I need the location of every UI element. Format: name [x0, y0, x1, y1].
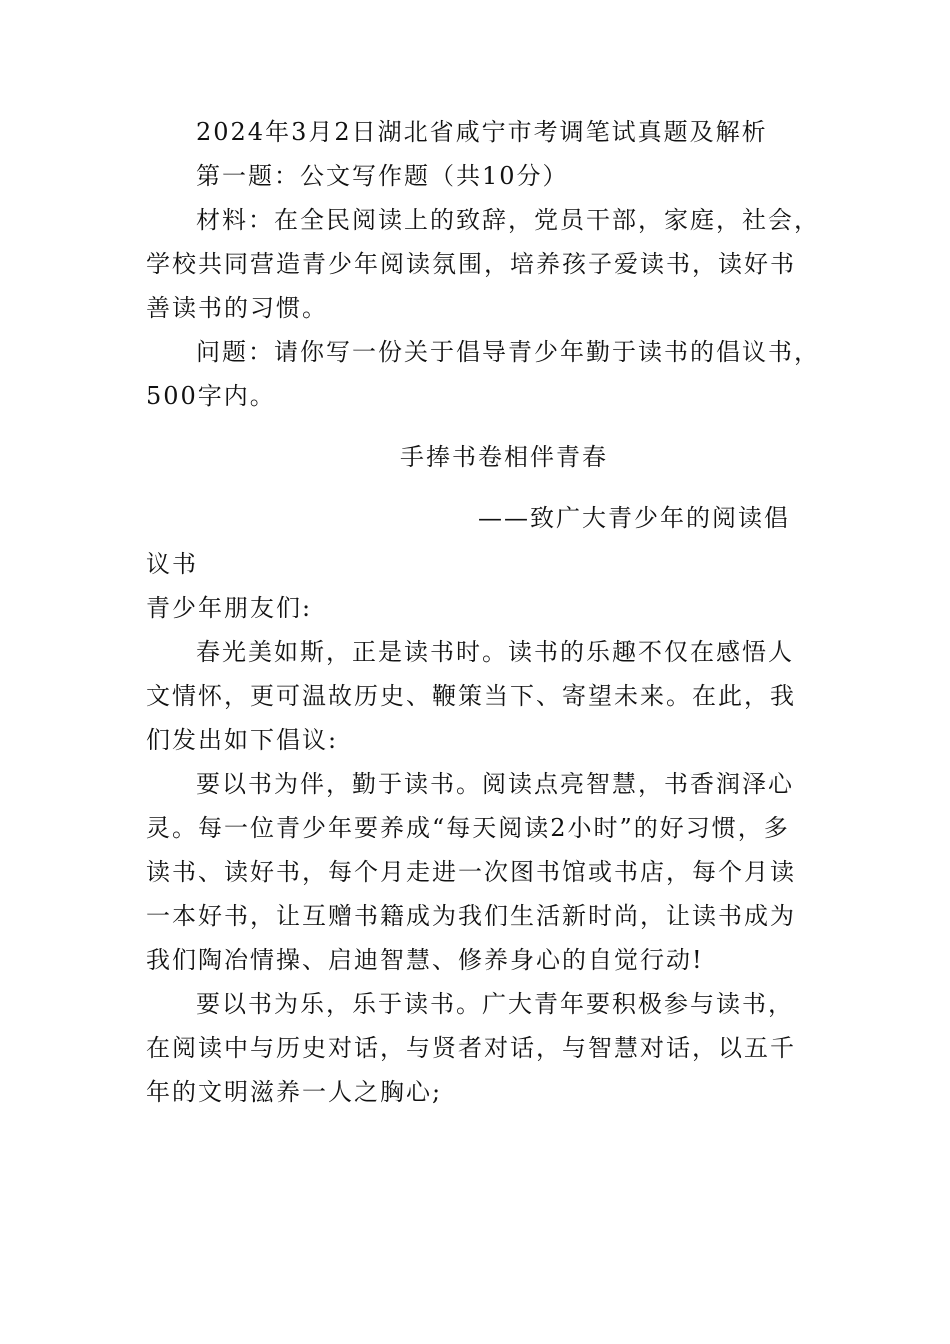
- paragraph-line: 要以书为伴，勤于读书。阅读点亮智慧，书香润泽心: [196, 770, 794, 798]
- essay-subtitle: ——致广大青少年的阅读倡: [478, 504, 790, 532]
- paragraph-line: 读书、读好书，每个月走进一次图书馆或书店，每个月读: [146, 858, 796, 886]
- paragraph-line: 一本好书，让互赠书籍成为我们生活新时尚，让读书成为: [146, 902, 796, 930]
- document-title: 2024年3月2日湖北省咸宁市考调笔试真题及解析: [196, 118, 768, 146]
- essay-title: 手捧书卷相伴青春: [400, 443, 608, 471]
- question-heading: 第一题：公文写作题（共10分）: [196, 162, 569, 190]
- paragraph-line: 在阅读中与历史对话，与贤者对话，与智慧对话，以五千: [146, 1034, 796, 1062]
- paragraph-line: 我们陶冶情操、启迪智慧、修养身心的自觉行动!: [146, 946, 704, 974]
- material-line: 材料：在全民阅读上的致辞，党员干部，家庭，社会，: [196, 206, 820, 234]
- paragraph-line: 文情怀，更可温故历史、鞭策当下、寄望未来。在此，我: [146, 682, 796, 710]
- salutation: 青少年朋友们:: [146, 594, 313, 622]
- material-line: 善读书的习惯。: [146, 294, 328, 322]
- material-line: 学校共同营造青少年阅读氛围，培养孩子爱读书，读好书: [146, 250, 796, 278]
- paragraph-line: 要以书为乐，乐于读书。广大青年要积极参与读书，: [196, 990, 794, 1018]
- essay-subtitle-continued: 议书: [146, 550, 198, 578]
- question-line: 问题：请你写一份关于倡导青少年勤于读书的倡议书，: [196, 338, 820, 366]
- question-line: 500字内。: [146, 382, 276, 410]
- paragraph-line: 春光美如斯，正是读书时。读书的乐趣不仅在感悟人: [196, 638, 794, 666]
- paragraph-line: 年的文明滋养一人之胸心;: [146, 1078, 443, 1106]
- paragraph-line: 们发出如下倡议:: [146, 726, 339, 754]
- paragraph-line: 灵。每一位青少年要养成“每天阅读2小时”的好习惯，多: [146, 814, 790, 842]
